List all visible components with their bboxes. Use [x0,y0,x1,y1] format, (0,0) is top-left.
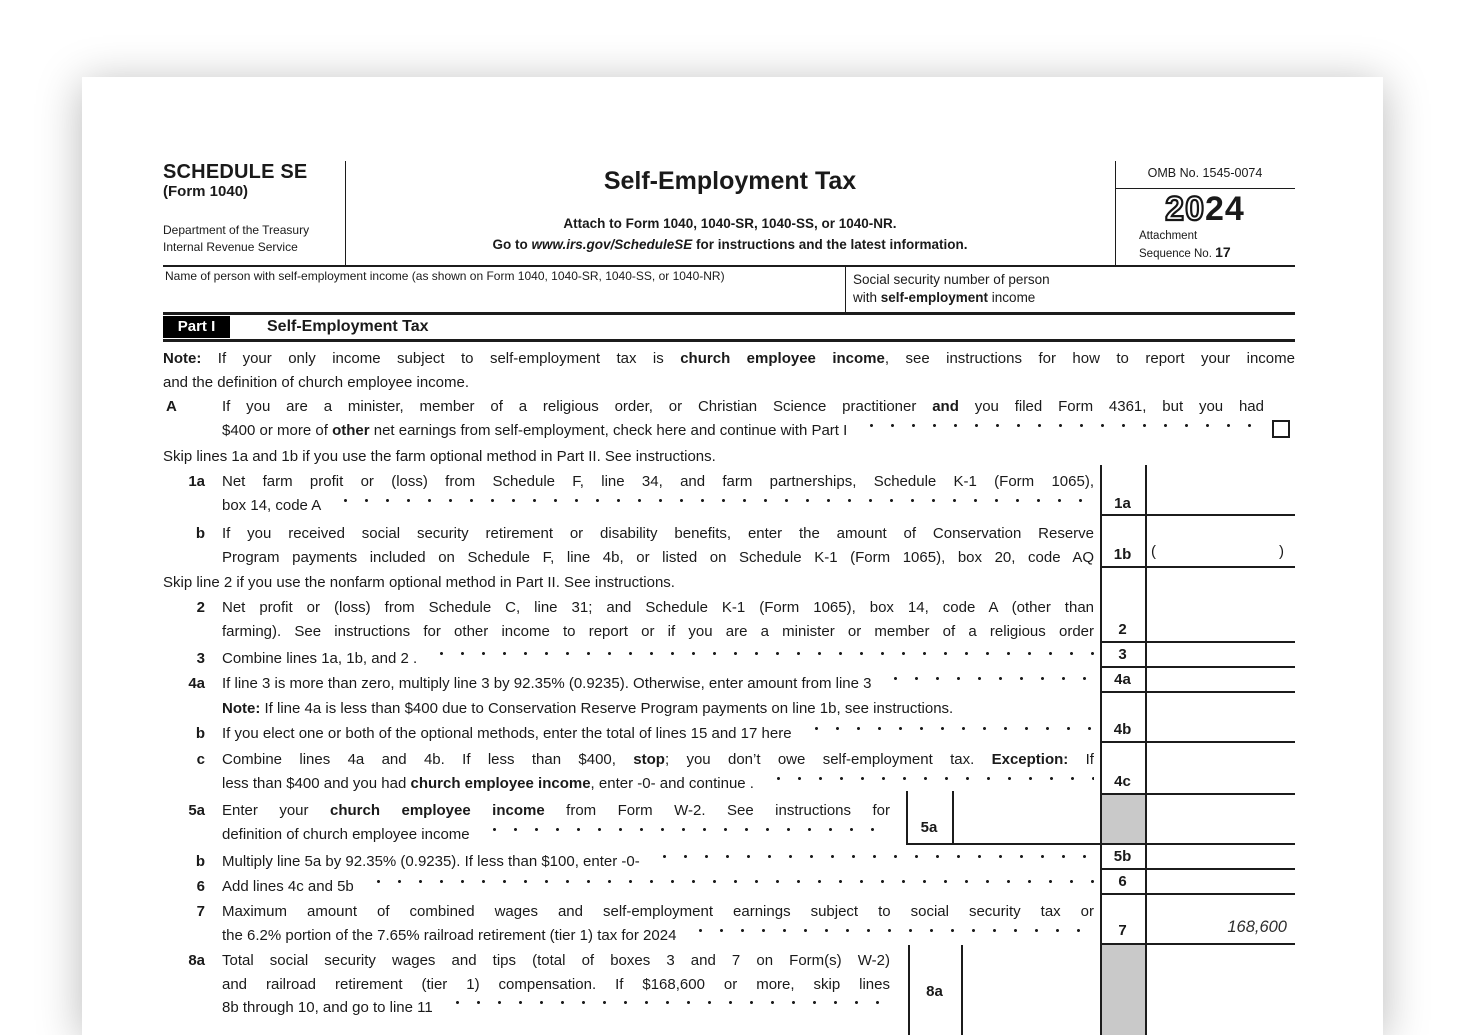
entry-box-label-4c: 4c [1114,773,1131,790]
dot-leader [650,850,1094,874]
line-8a-text: Total social security wages and tips (total of boxes 3 and 7 on Form(s) W-2) and railroad retirement (tier 1) compensation. If $168,600 or more, skip lines 8b through 10, and go to line 11 [222,949,890,1020]
paren-close-1b: ) [1279,543,1284,560]
goto-suffix: for instructions and the latest information. [692,237,968,252]
goto-instruction [345,237,1115,252]
line-number-1a: 1a [188,473,205,490]
tax-year [1115,189,1295,229]
inline-box-label-5a: 5a [920,819,938,836]
dot-leader [480,823,890,847]
line-number-7: 7 [196,903,205,920]
shaded-cell-8a [1102,945,1145,1035]
line-a-number: A [166,398,177,415]
ssn-label-line1: Social security number of person [853,272,1050,287]
ssn-label-line2: with self-employment income [853,290,1036,305]
line-number-8a: 8a [188,952,205,969]
rule-under-7 [1100,943,1295,945]
entry-box-label-3: 3 [1118,646,1127,663]
line-number-1b: b [195,525,205,542]
dot-leader [443,996,890,1020]
inline-box-label-8a: 8a [926,983,943,1000]
name-label: Name of person with self-employment income (as shown on Form 1040, 1040-SR, 1040-SS, or 1040-NR) [165,269,725,283]
dot-leader [857,419,1264,443]
dot-leader [686,924,1094,948]
entry-box-label-5b: 5b [1113,848,1132,865]
amount-cell-8a[interactable] [964,945,1098,1033]
note-line2: and the definition of church employee income. [163,373,470,391]
name-row-bottom-rule [163,312,1295,315]
line-4a-note: Note: If line 4a is less than $400 due to Conservation Reserve Program payments on line 1b, see instructions. [222,700,954,717]
shaded-cell-5a [1102,795,1145,843]
rule-under-5b [1100,868,1295,870]
line-number-3: 3 [196,650,205,667]
line-number-2: 2 [196,599,205,616]
line-2-text: Net profit or (loss) from Schedule C, line 31; and Schedule K-1 (Form 1065), box 14, code A (other than farming). See instructions for other income to report or if you are a minister or member of a religious order [222,599,1094,640]
amount-cell-2[interactable] [1147,569,1293,639]
line-a-line1: If you are a minister, member of a religious order, or Christian Science practitioner and you filed Form 4361, but you had [222,398,1264,415]
amount-cell-6[interactable] [1147,871,1293,891]
entry-box-label-1a: 1a [1114,495,1131,512]
tax-year-outlined-digits: 20 [1165,190,1205,228]
amount-cell-4b[interactable] [1147,694,1293,739]
entry-box-label-6: 6 [1118,873,1127,890]
dot-leader [427,647,1094,671]
line-1a-text: Net farm profit or (loss) from Schedule F, line 34, and farm partnerships, Schedule K-1 (Form 1065), box 14, code A [222,470,1094,517]
entry-box-label-7: 7 [1118,922,1127,939]
amount-cell-4a[interactable] [1147,669,1293,689]
note-paragraph [163,347,1295,394]
ssn-field[interactable] [1132,269,1292,309]
department-line: Department of the Treasury [163,223,310,237]
attachment-label: Attachment [1139,230,1198,242]
amount-cell-5b[interactable] [1147,846,1293,866]
rule-under-5a [906,843,1295,845]
line-4c-text: Combine lines 4a and 4b. If less than $400, stop; you don’t owe self-employment tax. Exception: If less than $400 and you had church employee income, enter -0- and continue . [222,748,1094,795]
line-a-checkbox[interactable] [1272,420,1290,438]
rule-under-4c [1100,793,1295,795]
line-a-line2: $400 or more of other net earnings from self-employment, check here and continue with Part I [222,419,1264,443]
line-number-4a: 4a [188,675,205,692]
omb-number: OMB No. 1545-0074 [1147,166,1263,180]
skip-line-2-note: Skip line 2 if you use the nonfarm optional method in Part II. See instructions. [163,574,675,591]
entry-box-label-4a: 4a [1114,671,1131,688]
dot-leader [331,494,1094,518]
part1-title: Self-Employment Tax [267,318,429,335]
sequence-label: Sequence No. [1139,248,1216,260]
inline-box-8a-divider-rule [961,945,963,1035]
rule-under-2 [1100,641,1295,643]
amount-cell-3[interactable] [1147,644,1293,664]
line-4b-text: If you elect one or both of the optional methods, enter the total of lines 15 and 17 here [222,722,1094,746]
rule-under-4b [1100,741,1295,743]
goto-prefix: Go to [492,237,532,252]
part1-badge: Part I [163,316,230,338]
line-7-text: Maximum amount of combined wages and self-employment earnings subject to social security tax or the 6.2% portion of the 7.65% railroad retirement (tier 1) tax for 2024 [222,900,1094,947]
line-number-4c: c [196,751,205,768]
dot-leader [802,722,1094,746]
header-bottom-rule [163,265,1295,267]
note-line1: Note: If your only income subject to self-employment tax is church employee income, see instructions for how to report your income [163,350,1295,367]
line-1b-text: If you received social security retirement or disability benefits, enter the amount of Conservation Reserve Program payments included on Schedule F, line 4b, or listed on Schedule K-1 (Form 1065), box 20, code AQ [222,525,1094,566]
line-number-6: 6 [196,878,205,895]
paren-open-1b: ( [1151,543,1156,560]
line-a-text [222,395,1264,442]
entry-box-label-2: 2 [1118,621,1127,638]
rule-under-3 [1100,666,1295,668]
entry-box-label-1b: 1b [1113,546,1132,563]
irs-url-link[interactable]: www.irs.gov/ScheduleSE [531,237,693,252]
line-5a-text: Enter your church employee income from Form W-2. See instructions for definition of church employee income [222,799,890,846]
rule-under-4a [1100,691,1295,693]
amount-cell-7 [1147,918,1287,941]
part1-bottom-rule [163,339,1295,342]
line-6-text: Add lines 4c and 5b [222,875,1094,899]
rule-under-6 [1100,893,1295,895]
amount-cell-1b[interactable] [1147,517,1293,565]
line-number-4b: b [195,725,205,742]
dot-leader [364,875,1094,899]
line-number-5b: b [195,853,205,870]
amount-cell-4c[interactable] [1147,744,1293,791]
tax-year-solid-digits: 24 [1205,190,1245,228]
entry-box-label-4b: 4b [1113,721,1132,738]
sequence-number: 17 [1215,244,1231,260]
inline-box-5a-divider-rule [952,791,954,843]
dot-leader [881,672,1094,696]
name-ssn-divider [845,266,846,312]
amount-cell-1a[interactable] [1147,467,1293,513]
rule-under-1b [1100,566,1295,568]
line-5b-text: Multiply line 5a by 92.35% (0.9235). If less than $100, enter -0- [222,850,1094,874]
name-field[interactable] [165,284,841,310]
line-4a-text: If line 3 is more than zero, multiply line 3 by 92.35% (0.9235). Otherwise, enter amount from line 3 [222,672,1094,696]
form-page [82,77,1383,1035]
sequence-line [1139,244,1231,260]
ssn-label [853,271,1050,307]
form-number: (Form 1040) [163,183,249,200]
line-3-text: Combine lines 1a, 1b, and 2 . [222,647,1094,671]
skip-lines-1ab-note: Skip lines 1a and 1b if you use the farm optional method in Part II. See instructions. [163,448,716,465]
service-line: Internal Revenue Service [163,240,298,254]
line-number-5a: 5a [188,802,205,819]
form-title: Self-Employment Tax [603,167,857,195]
attach-instruction: Attach to Form 1040, 1040-SR, 1040-SS, or 1040-NR. [563,216,897,231]
schedule-name: SCHEDULE SE [163,161,308,183]
line7-preprinted-value: 168,600 [1227,918,1287,936]
amount-cell-5a[interactable] [955,791,1098,841]
